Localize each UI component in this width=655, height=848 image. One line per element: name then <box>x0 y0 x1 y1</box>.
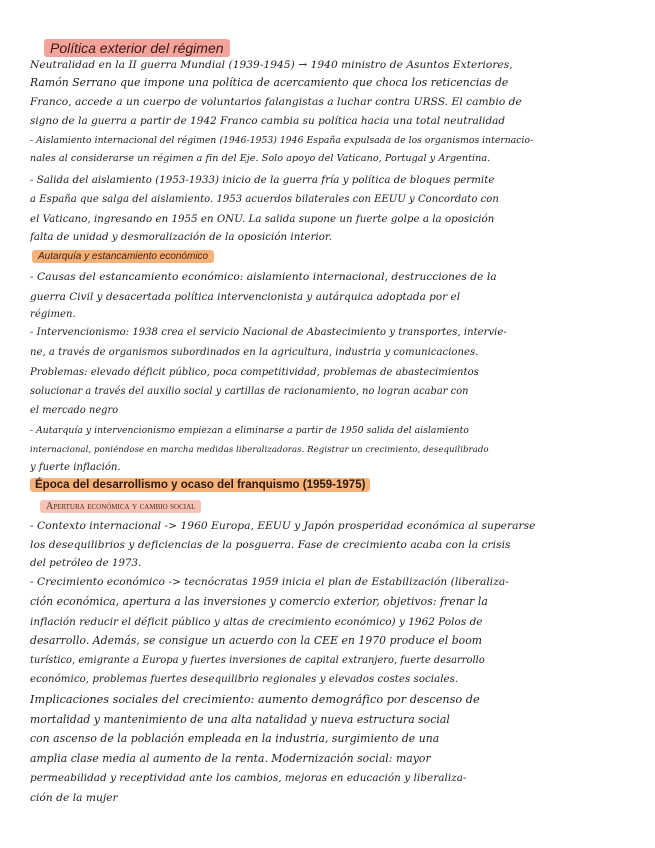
text-line: signo de la guerra a partir de 1942 Franco cambia su política hacia una total neutralidad <box>30 115 506 127</box>
text-line: - Intervencionismo: 1938 crea el servicio Nacional de Abastecimiento y transportes, intervie- <box>30 327 507 338</box>
text-line: los desequilibrios y deficiencias de la posguerra. Fase de crecimiento acaba con la crisis <box>30 539 511 551</box>
text-line: Problemas: elevado déficit público, poca competitividad, problemas de abastecimientos <box>30 367 479 378</box>
heading-politica-exterior: Política exterior del régimen <box>44 39 230 57</box>
text-line: - Autarquía y intervencionismo empiezan a eliminarse a partir de 1950 salida del aislamiento <box>30 425 469 436</box>
text-line: mortalidad y mantenimiento de una alta natalidad y nueva estructura social <box>30 713 450 726</box>
text-line: ción económica, apertura a las inversiones y comercio exterior, objetivos: frenar la <box>30 595 488 608</box>
text-line: con ascenso de la población empleada en la industria, surgimiento de una <box>30 732 440 745</box>
text-line: falta de unidad y desmoralización de la oposición interior. <box>30 232 333 243</box>
text-line: turístico, emigrante a Europa y fuertes inversiones de capital extranjero, fuerte desarrollo <box>30 655 485 666</box>
text-line: guerra Civil y desacertada política intervencionista y autárquica adoptada por el <box>30 291 461 303</box>
text-line: económico, problemas fuertes desequilibrio regionales y elevados costes sociales. <box>30 674 459 685</box>
text-line: inflación reducir el déficit público y altas de crecimiento económico) y 1962 Polos de <box>30 616 483 628</box>
heading-autarquia: Autarquía y estancamiento económico <box>32 250 214 263</box>
text-line: régimen. <box>30 309 76 320</box>
text-line: - Salida del aislamiento (1953-1933) inicio de la guerra fría y política de bloques permite <box>30 175 495 186</box>
text-line: desarrollo. Además, se consigue un acuerdo con la CEE en 1970 produce el boom <box>30 634 483 647</box>
text-line: Franco, accede a un cuerpo de voluntarios falangistas a luchar contra URSS. El cambio de <box>30 96 522 108</box>
text-line: internacional, poniéndose en marcha medidas liberalizadoras. Registrar un crecimiento, desequilibrado <box>30 445 489 455</box>
text-line: el mercado negro <box>30 405 119 416</box>
text-line: Implicaciones sociales del crecimiento: aumento demográfico por descenso de <box>30 693 480 706</box>
text-line: solucionar a través del auxilio social y cartillas de racionamiento, no logran acabar con <box>30 386 469 397</box>
text-line: ne, a través de organismos subordinados en la agricultura, industria y comunicaciones. <box>30 347 479 358</box>
text-line: Neutralidad en la II guerra Mundial (1939-1945) → 1940 ministro de Asuntos Exteriores, <box>30 59 513 71</box>
heading-desarrollismo: Época del desarrollismo y ocaso del franquismo (1959-1975) <box>30 478 370 492</box>
text-line: nales al considerarse un régimen a fin del Eje. Solo apoyo del Vaticano, Portugal y Argentina. <box>30 153 491 164</box>
text-line: permeabilidad y receptividad ante los cambios, mejoras en educación y liberaliza- <box>30 772 467 784</box>
text-line: - Causas del estancamiento económico: aislamiento internacional, destrucciones de la <box>30 271 497 283</box>
text-line: - Aislamiento internacional del régimen (1946-1953) 1946 España expulsada de los organismos internacio- <box>30 135 534 146</box>
text-line: - Contexto internacional -> 1960 Europa, EEUU y Japón prosperidad económica al superarse <box>30 520 536 532</box>
text-line: ción de la mujer <box>30 792 118 804</box>
text-line: amplia clase media al aumento de la renta. Modernización social: mayor <box>30 752 431 765</box>
text-line: el Vaticano, ingresando en 1955 en ONU. La salida supone un fuerte golpe a la oposición <box>30 214 495 225</box>
text-line: - Crecimiento económico -> tecnócratas 1959 inicia el plan de Estabilización (liberaliza- <box>30 576 509 588</box>
heading-apertura: Apertura económica y cambio social <box>40 500 201 513</box>
text-line: a España que salga del aislamiento. 1953 acuerdos bilaterales con EEUU y Concordato con <box>30 194 499 205</box>
text-line: Ramón Serrano que impone una política de acercamiento que choca los reticencias de <box>30 76 509 89</box>
text-line: del petróleo de 1973. <box>30 558 142 569</box>
text-line: y fuerte inflación. <box>30 462 121 473</box>
